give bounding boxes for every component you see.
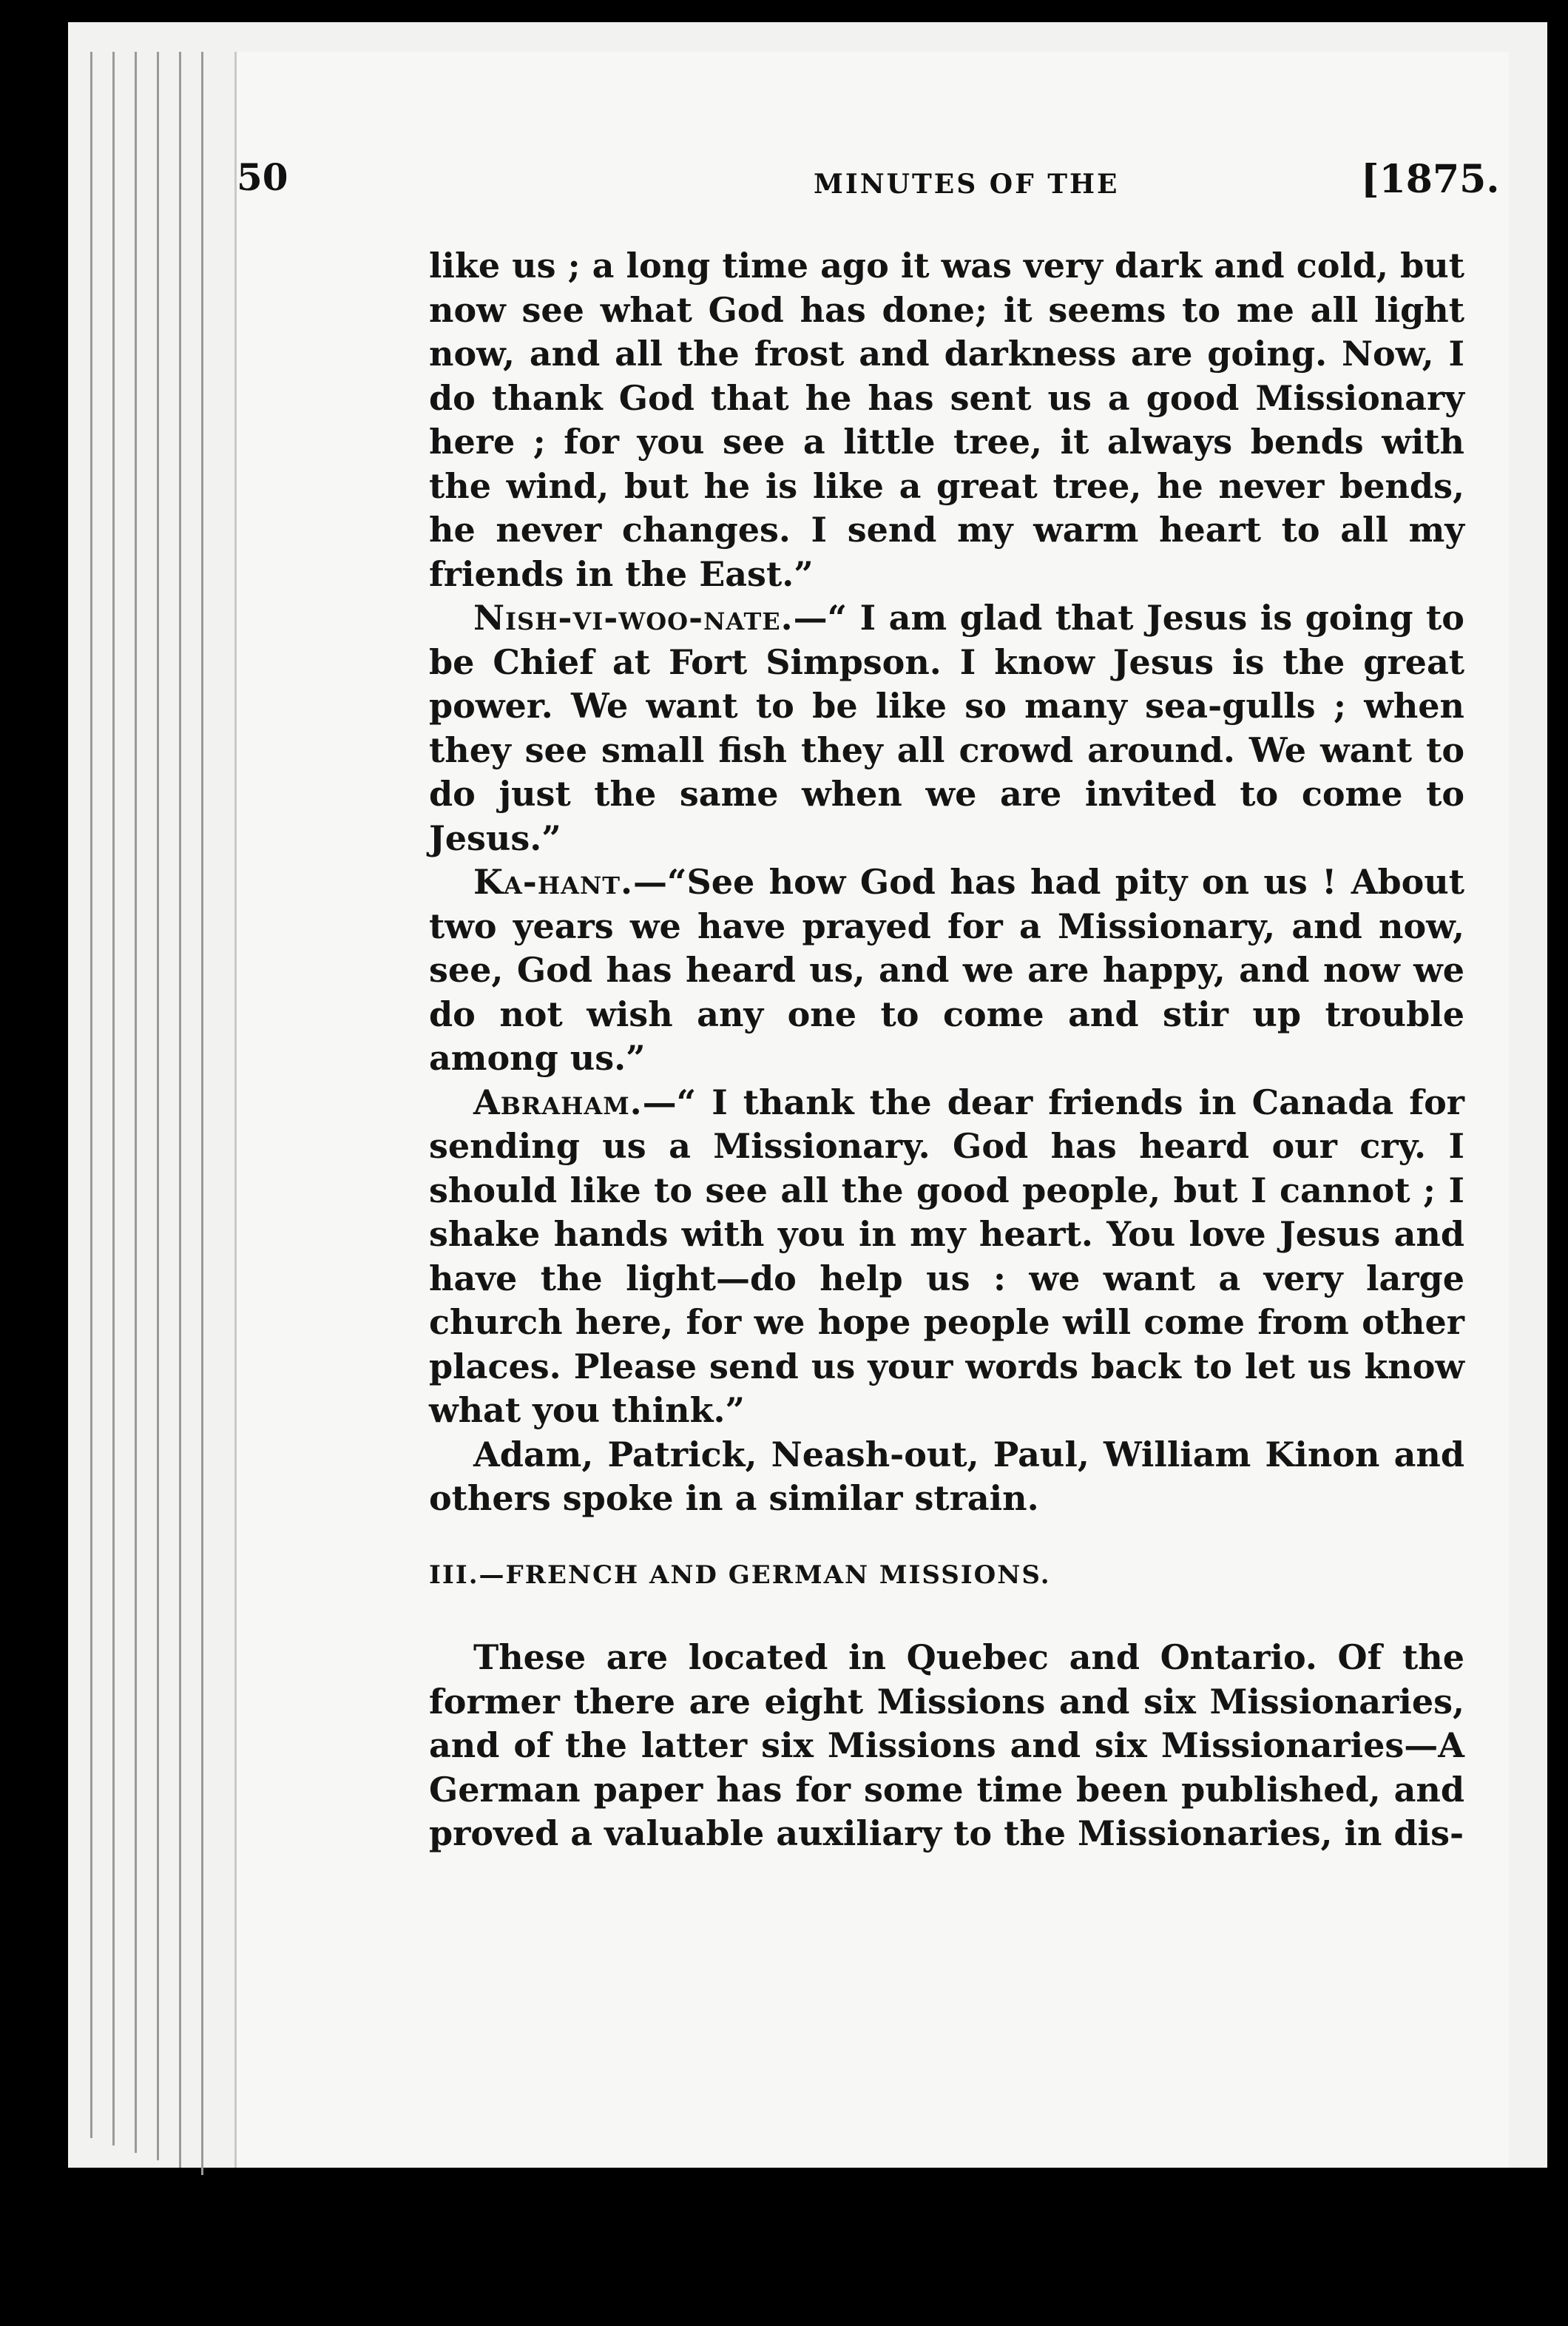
paragraph: [429, 860, 1464, 1081]
page-body: [429, 244, 1464, 1856]
page-edge-line: [157, 52, 159, 2160]
speaker-name: Abraham.: [473, 1082, 643, 1122]
paragraph-text: —“ I am glad that Jesus is going to be Chief at Fort Simpson. I know Jesus is the great power. We want to be like so many sea-gulls ; when they see small fish they all crowd around. We want to do just the same when we are invited to come to Jesus.”: [429, 598, 1464, 858]
speaker-name: Ka-hant.: [473, 862, 634, 902]
paragraph-text: —“See how God has had pity on us ! About two years we have prayed for a Missionary, and now, see, God has heard us, and we are happy, and now we do not wish any one to come and stir up trouble among us.”: [429, 862, 1464, 1078]
running-title: MINUTES OF THE: [814, 169, 1120, 200]
speaker-name: Nish-vi-woo-nate.: [473, 598, 794, 638]
paragraph: [429, 1433, 1464, 1521]
paragraph: [429, 244, 1464, 596]
section-heading: III.—FRENCH AND GERMAN MISSIONS.: [429, 1560, 1051, 1590]
page-edge-line: [179, 52, 181, 2168]
paragraph-text: —“ I thank the dear friends in Canada for sending us a Missionary. God has heard our cry. I should like to see all the good people, but I cannot ; I shake hands with you in my heart. You love Jesus and have the light—do help us : we want a very large church here, for we hope people will come from other places. Please send us your words back to let us know what you think.”: [429, 1082, 1464, 1430]
section-paragraph: These are located in Quebec and Ontario. Of the former there are eight Missions and six Missionaries, and of the latter six Missions and six Missionaries—A German paper has for some time been published, and proved a valuable auxiliary to the Missionaries, in dis-: [429, 1637, 1464, 1853]
page-edge-line: [90, 52, 92, 2138]
paragraph: [429, 596, 1464, 860]
paragraph: [429, 1081, 1464, 1433]
page-number: 50: [237, 155, 288, 199]
paragraph-text: Adam, Patrick, Neash-out, Paul, William Kinon and others spoke in a similar strain.: [429, 1434, 1464, 1518]
page-edge-line: [201, 52, 203, 2175]
page-edge-line: [112, 52, 115, 2145]
year-marker: [1875.: [1361, 157, 1500, 202]
paragraph-text: like us ; a long time ago it was very dark and cold, but now see what God has done; it seems to me all light now, and all the frost and darkness are going. Now, I do thank God that he has sent us a good Missionary here ; for you see a little tree, it always bends with the wind, but he is like a great tree, he never bends, he never changes. I send my warm heart to all my friends in the East.”: [429, 246, 1464, 594]
page-edge-line: [135, 52, 137, 2153]
